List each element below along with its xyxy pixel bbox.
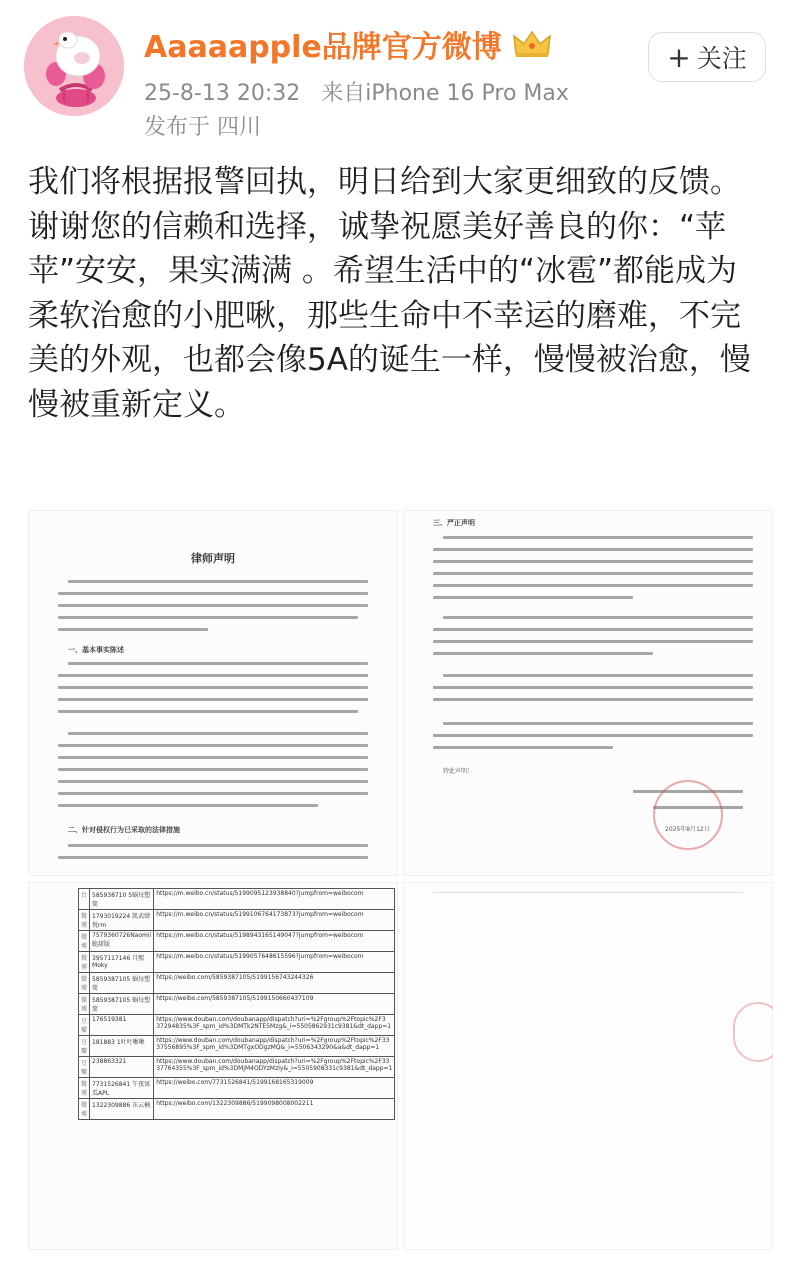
doc-closing: 特此声明！ [443, 768, 474, 775]
image-infringement-table[interactable] [28, 882, 398, 1250]
doc-section-1: 一、基本事实陈述 [68, 646, 124, 654]
image-lawyer-statement-page1[interactable] [28, 510, 398, 876]
post-timestamp: 25-8-13 20:32 [144, 81, 301, 106]
post-location: 发布于 四川 [144, 115, 261, 140]
post-paragraph-1: 我们将根据报警回执，明日给到大家更细致的反馈。 [28, 164, 741, 200]
post-header [0, 0, 797, 150]
doc-date: 2025年8月12日 [665, 826, 710, 833]
infringement-table [78, 888, 395, 1120]
bird-mascot-icon [24, 16, 124, 116]
author-name[interactable]: Aaaaapple品牌官方微博 [144, 30, 502, 65]
image-grid [28, 510, 773, 1250]
post-paragraph-2: 谢谢您的信赖和选择，诚挚祝愿美好善良的你：“苹苹”安安，果实满满 。希望生活中的“冰雹”都能成为柔软治愈的小肥啾，那些生命中不幸运的磨难，不完美的外观，也都会像5A的诞生一样，慢慢被治愈，慢慢被重新定义。 [28, 208, 751, 423]
table-row: 台 585938710 5蜗每塑简 https://m.weibo.cn/status/5199095123938840?jumpfrom=weibocom [79, 889, 395, 910]
author-row [144, 22, 552, 66]
avatar[interactable] [24, 16, 124, 116]
image-lawyer-statement-page2[interactable] [403, 510, 773, 876]
crown-badge-icon [512, 28, 552, 60]
table-row: 豆瓣 176519381 https://www.douban.com/doubanapp/dispatch?uri=%2Fgroup%2Ftopic%2F3 37294835%3F_spm_id%3DMTk2NTE5Mzg&_i=5505862931c9381&dt_dapp=1 [79, 1015, 395, 1036]
seal-stamp-icon [653, 780, 723, 850]
table-row: 微博 1793019224 凯武肆悦rm https://m.weibo.cn/status/5199106764173873?jumpfrom=weibocom [79, 910, 395, 931]
table-row: 微博 1322309886 东云楠 https://weibo.com/1322309886/5199098008002211 [79, 1099, 395, 1120]
post-source: 来自iPhone 16 Pro Max [321, 81, 569, 106]
image-blank-page[interactable] [403, 882, 773, 1250]
table-row: 豆瓣 238863321 https://www.douban.com/doubanapp/dispatch?uri=%2Fgroup%2Ftopic%2F33 37764355%3F_spm_id%3DMjM4ODYzMzIy&_i=5505908331c9381&dt_dapp=1 [79, 1057, 395, 1078]
table-row: 微博 7579360726Naomii 脆甜版 https://m.weibo.cn/status/5198943165149047?jumpfrom=weibocom [79, 931, 395, 952]
follow-button[interactable] [648, 32, 766, 82]
table-row: 微博 3957117146 月熙 Moky https://m.weibo.cn/status/5199057648615596?jumpfrom=weibocom [79, 952, 395, 973]
doc-section-2: 二、针对侵权行为已采取的法律措施 [68, 826, 180, 834]
post-meta [144, 76, 569, 107]
table-row: 微博 5859387105 蜗每塑简 https://weibo.com/5859387105/5199156743244326 [79, 973, 395, 994]
post-body [28, 160, 768, 427]
plus-icon: + [667, 40, 691, 74]
table-row: 微博 7731526841 午夜寓瓜APL https://weibo.com/7731526841/5199168165319009 [79, 1078, 395, 1099]
seal-stamp-icon [733, 1002, 773, 1062]
table-row: 豆瓣 181883 1叶叶啾啾 https://www.douban.com/doubanapp/dispatch?uri=%2Fgroup%2Ftopic%2F33 37556895%3F_spm_id%3DMTgxODgzMQ&_i=5506343290&a&dt_dapp=1 [79, 1036, 395, 1057]
doc-title: 律师声明 [191, 552, 235, 565]
doc-heading: 三、严正声明 [433, 519, 475, 527]
table-row: 微博 5859387105 蜗每塑简 https://weibo.com/5859387105/5199150660437109 [79, 994, 395, 1015]
follow-label: 关注 [696, 44, 747, 73]
